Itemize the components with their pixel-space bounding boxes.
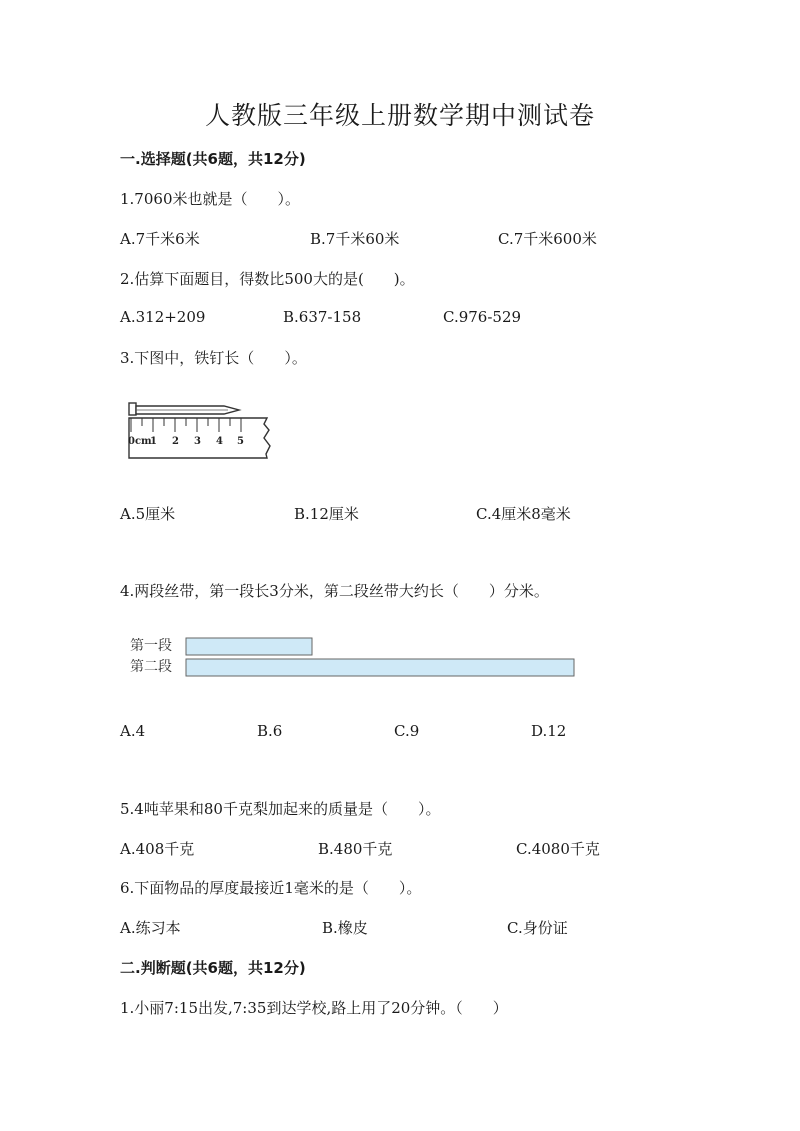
question-1-option-c: C.7千米600米 [498,230,597,248]
nail-illustration [129,403,239,415]
ribbon-label-second: 第二段 [130,659,172,675]
question-4-stem: 4.两段丝带，第一段长3分米，第二段丝带大约长（ ）分米。 [120,582,549,600]
question-6-option-a: A.练习本 [120,919,181,937]
question-4-option-c: C.9 [394,722,420,740]
question-1-option-b: B.7千米60米 [310,230,400,248]
question-3-option-b: B.12厘米 [294,505,359,523]
ruler-label-3: 3 [194,436,201,447]
section-heading-judge: 二.判断题(共6题，共12分) [120,959,306,977]
ruler-label-5: 5 [237,436,244,447]
ribbon-figure [124,633,584,679]
ruler-label-2: 2 [172,436,179,447]
nail-ruler-figure [124,402,276,466]
question-2-option-a: A.312+209 [120,308,206,326]
ribbon-label-first: 第一段 [130,638,172,654]
question-2-option-c: C.976-529 [443,308,522,326]
question-5-option-a: A.408千克 [120,840,195,858]
judge-question-1-stem: 1.小丽7:15出发,7:35到达学校,路上用了20分钟。（ ） [120,999,508,1017]
question-4-option-a: A.4 [120,722,146,740]
question-2-stem: 2.估算下面题目，得数比500大的是( )。 [120,270,415,288]
question-1-option-a: A.7千米6米 [120,230,200,248]
ruler-illustration [128,418,270,458]
ribbon-first-bar [186,638,312,655]
ribbon-second-bar [186,659,574,676]
question-5-option-c: C.4080千克 [516,840,600,858]
ruler-label-4: 4 [216,436,223,447]
question-3-option-a: A.5厘米 [120,505,176,523]
question-2-option-b: B.637-158 [283,308,362,326]
question-4-option-d: D.12 [531,722,567,740]
question-1-stem: 1.7060米也就是（ ）。 [120,190,300,208]
section-heading-choice: 一.选择题(共6题，共12分) [120,150,306,168]
page-title: 人教版三年级上册数学期中测试卷 [204,101,595,130]
question-4-option-b: B.6 [257,722,283,740]
question-6-stem: 6.下面物品的厚度最接近1毫米的是（ ）。 [120,879,422,897]
question-5-option-b: B.480千克 [318,840,393,858]
question-5-stem: 5.4吨苹果和80千克梨加起来的质量是（ ）。 [120,800,441,818]
ruler-label-0: 0cm [128,436,152,447]
ruler-label-1: 1 [150,436,157,447]
question-6-option-b: B.橡皮 [322,919,368,937]
question-3-stem: 3.下图中，铁钉长（ ）。 [120,349,307,367]
question-6-option-c: C.身份证 [507,919,568,937]
question-3-option-c: C.4厘米8毫米 [476,505,571,523]
